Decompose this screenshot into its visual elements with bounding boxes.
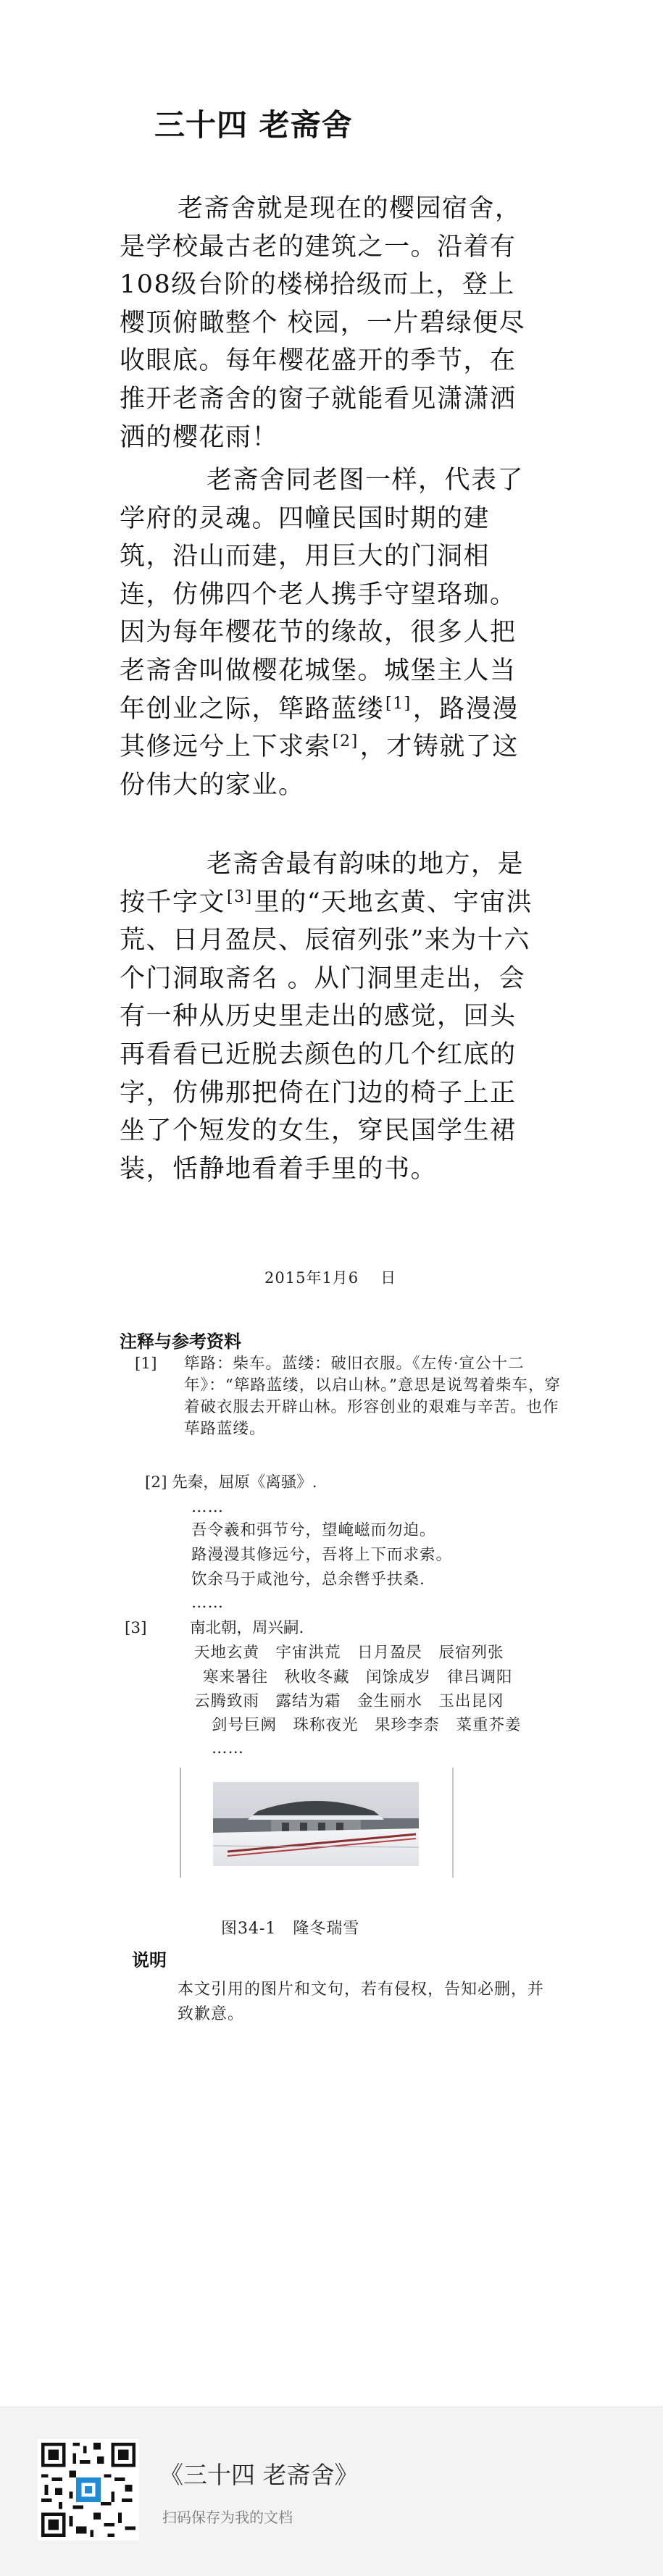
qr-code-icon[interactable] xyxy=(38,2439,139,2541)
note-2-line: 饮余马于咸池兮，总余辔乎扶桑. xyxy=(191,1571,425,1589)
footnote-ref-3[interactable]: [3] xyxy=(227,887,253,906)
paragraph-1 xyxy=(120,190,541,456)
note-2-title: [2] 先秦，屈原《离骚》. xyxy=(145,1473,317,1492)
paragraph-2-text-b: ，路漫漫其修远兮上下求索 xyxy=(120,694,519,762)
paragraph-2-text-c: ，才铸就了这份伟大的家业。 xyxy=(120,732,519,800)
footer-title[interactable]: 《三十四 老斋舍》 xyxy=(159,2461,359,2489)
article-title: 三十四 老斋舍 xyxy=(154,107,353,143)
figure-frame xyxy=(180,1768,454,1878)
note-2-line: …… xyxy=(191,1498,224,1516)
footer-bar xyxy=(0,2406,663,2576)
paragraph-2-text-a: 老斋舍同老图一样，代表了学府的灵魂。四幢民国时期的建筑，沿山而建，用巨大的门洞相连，仿佛四个老人携手守望珞珈。因为每年樱花节的缘故，很多人把老斋舍叫做樱花城堡。城堡主人当年创业之际，筚路蓝缕 xyxy=(120,466,525,724)
note-3-line: 天地玄黄 宇宙洪荒 日月盈昃 辰宿列张 xyxy=(194,1644,504,1662)
note-3-title: 南北朝，周兴嗣. xyxy=(190,1619,304,1637)
note-1-text: 筚路：柴车。蓝缕：破旧衣服。《左传·宣公十二年》：“筚路蓝缕，以启山林。”意思是说驾着柴车，穿着破衣服去开辟山林。形容创业的艰难与辛苦。也作荜路蓝缕。 xyxy=(184,1355,561,1438)
date-text: 2015年1月6 xyxy=(264,1269,359,1287)
paragraph-3 xyxy=(120,845,541,1188)
paragraph-2 xyxy=(120,461,541,804)
note-1-number: [1] xyxy=(135,1355,157,1373)
paragraph-3-text-a: 老斋舍最有韵味的地方，是按千字文 xyxy=(120,850,525,917)
note-2-line: …… xyxy=(191,1594,224,1612)
notes-heading: 注释与参考资料 xyxy=(120,1331,241,1352)
explain-text: 本文引用的图片和文句，若有侵权，告知必删，并致歉意。 xyxy=(178,1981,545,2023)
note-3-line: 寒来暑往 秋收冬藏 闰馀成岁 律吕调阳 xyxy=(203,1668,513,1686)
snow-building-photo xyxy=(213,1782,419,1866)
figure-caption: 图34-1 隆冬瑞雪 xyxy=(221,1920,360,1938)
date-line xyxy=(264,1266,396,1288)
note-2-line: 吾令羲和弭节兮，望崦嵫而勿迫。 xyxy=(191,1521,436,1539)
note-3-line: 云腾致雨 露结为霜 金生丽水 玉出昆冈 xyxy=(194,1692,504,1710)
footnote-ref-1[interactable]: [1] xyxy=(385,694,412,713)
paragraph-3-text-b: 里的“天地玄黄、宇宙洪荒、日月盈昃、辰宿列张”来为十六个门洞取斋名 。从门洞里走出，会有一种从历史里走出的感觉，回头再看看已近脱去颜色的几个红底的字，仿佛那把倚在门边的椅子上正坐了个短发的女生，穿民国学生裙装，恬静地看着手里的书。 xyxy=(120,887,533,1184)
footer-subtitle: 扫码保存为我的文档 xyxy=(162,2509,293,2526)
note-3-line: 剑号巨阙 珠称夜光 果珍李柰 菜重芥姜 xyxy=(212,1716,522,1734)
note-3-line: …… xyxy=(212,1739,244,1757)
paragraph-1-text: 老斋舍就是现在的樱园宿舍，是学校最古老的建筑之一。沿着有108级台阶的楼梯拾级而上，登上樱顶俯瞰整个 校园，一片碧绿便尽收眼底。每年樱花盛开的季节，在推开老斋舍的窗子就能看见潇潇洒洒的樱花雨！ xyxy=(120,194,526,452)
date-suffix: 日 xyxy=(380,1269,397,1287)
note-2-line: 路漫漫其修远兮，吾将上下而求索。 xyxy=(191,1546,453,1564)
explain-heading: 说明 xyxy=(132,1950,167,1970)
footnote-ref-2[interactable]: [2] xyxy=(333,732,359,751)
note-3-number: [3] xyxy=(125,1619,147,1637)
